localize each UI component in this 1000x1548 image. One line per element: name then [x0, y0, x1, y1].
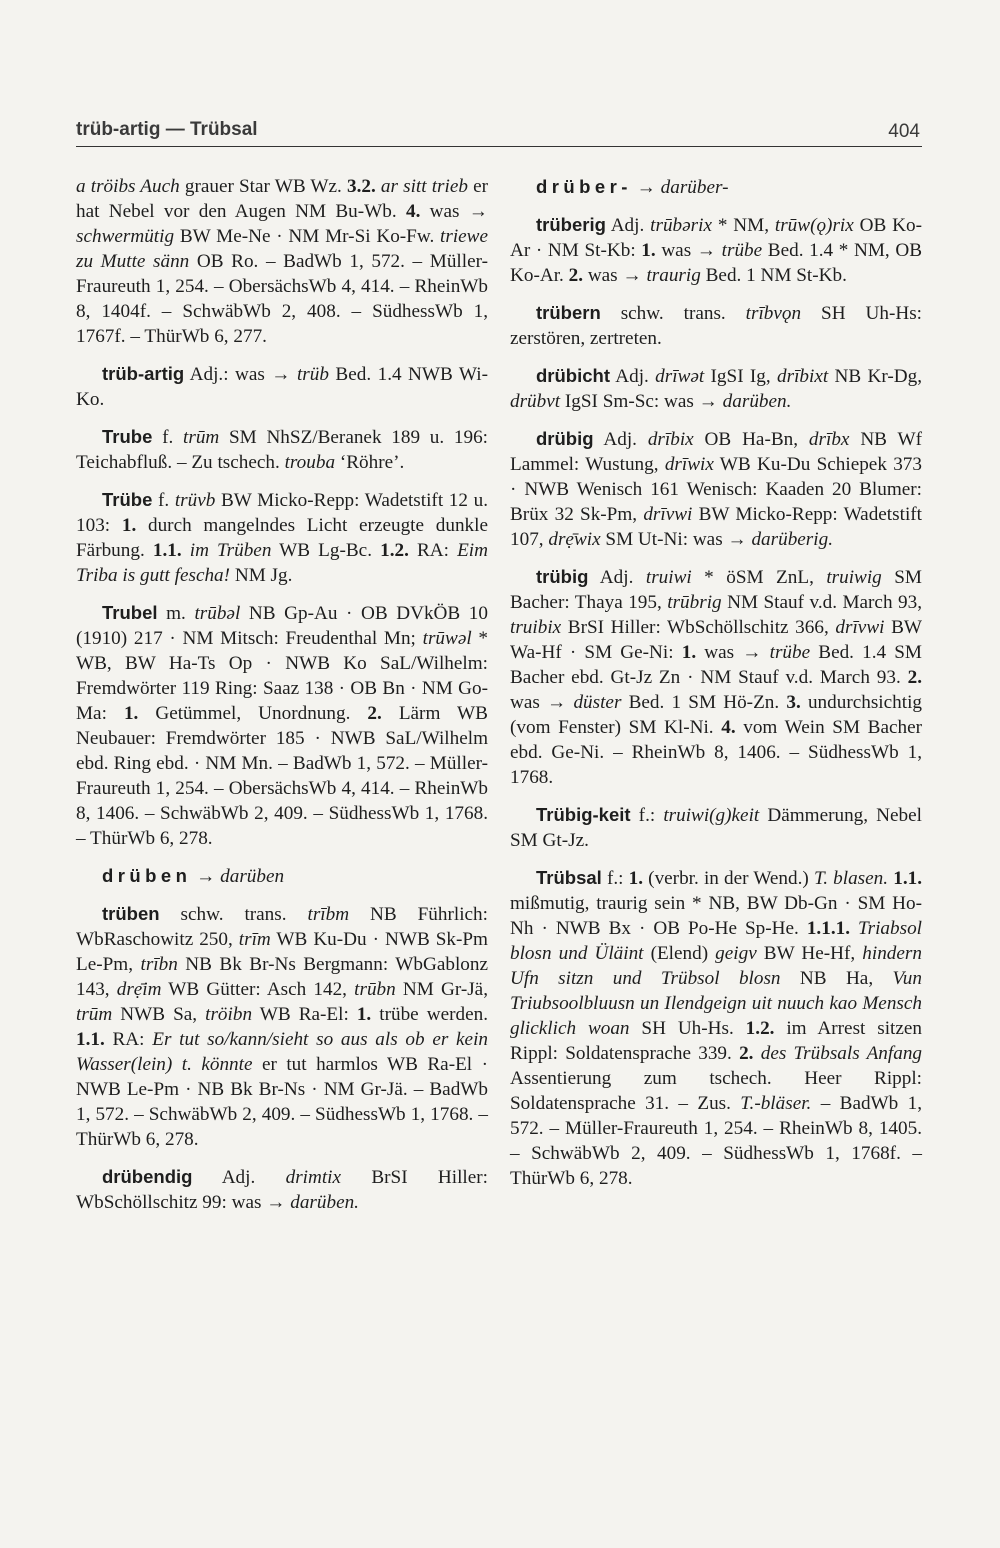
text-run	[182, 540, 190, 561]
headword: Trübsal	[536, 867, 602, 888]
italic-form: darüben	[220, 866, 285, 887]
italic-form: trūbərix	[650, 215, 712, 236]
sense-number: 1.1.	[76, 1029, 105, 1050]
text-run: BW Micko-Repp: Wadetstift 12 u. 103:	[76, 490, 488, 536]
text-run: Dämmerung, Nebel SM Gt-Jz.	[510, 805, 922, 851]
text-run: OB Ha-Bn,	[693, 429, 809, 450]
text-run: was →	[655, 240, 722, 261]
headword: drübendig	[102, 1166, 193, 1187]
italic-form: traurig	[646, 265, 701, 286]
cross-reference-word: drüber-	[536, 176, 632, 197]
text-run: IgSI Ig,	[704, 366, 778, 387]
text-run: OB Ko-Ar · NM St-Kb:	[510, 215, 922, 261]
text-run: ‘Röhre’.	[335, 452, 405, 473]
italic-form: drẹ̄im	[116, 979, 162, 1000]
text-run: f.	[152, 427, 184, 448]
italic-form: schwermütig	[76, 226, 175, 247]
italic-form: ar sitt trieb	[380, 176, 468, 197]
headword: trüben	[102, 903, 160, 924]
text-run: NB Ha,	[780, 968, 893, 989]
dictionary-entry	[76, 424, 488, 475]
italic-form: trübe	[769, 642, 811, 663]
text-run: vom Wein SM Bacher ebd. Ge-Ni. – RheinWb 8, 1406. – SüdhessWb 1, 1768.	[510, 717, 922, 788]
italic-form: drībx	[808, 429, 850, 450]
italic-form: hindern Ufn sitzn und Trübsol blosn	[510, 943, 922, 989]
italic-form: truiwig	[826, 567, 882, 588]
dictionary-entry	[76, 1164, 488, 1215]
text-run: Bed. 1 SM Hö-Zn.	[621, 692, 787, 713]
text-run: BW Wa-Hf · SM Ge-Ni:	[510, 617, 922, 663]
text-run: OB Ro. – BadWb 1, 572. – Müller-Fraureuth 1, 254. – ObersächsWb 4, 414. – RheinWb 8, 1404f. – SchwäbWb 2, 408. – SüdhessWb 1, 1767f. – ThürWb 6, 277.	[76, 251, 488, 347]
italic-form: drīvwi	[643, 504, 693, 525]
text-run: schw. trans.	[600, 303, 746, 324]
dictionary-entry	[76, 174, 488, 349]
text-run: f.	[152, 490, 175, 511]
italic-form: T.-bläser.	[740, 1093, 812, 1114]
italic-form: drībixt	[777, 366, 829, 387]
italic-form: trübe	[721, 240, 763, 261]
cross-reference-entry	[510, 174, 922, 200]
text-run: Adj.	[605, 215, 651, 236]
italic-form: a tröibs Auch	[76, 176, 180, 197]
text-run: BW He-Hf,	[756, 943, 863, 964]
text-run: – BadWb 1, 572. – Müller-Fraureuth 1, 254. – RheinWb 8, 1405. – SchwäbWb 2, 409. – SüdhessWb 1, 1768f. – ThürWb 6, 278.	[510, 1093, 922, 1189]
cross-reference-entry	[76, 863, 488, 889]
italic-form: triewe zu Mutte sänn	[76, 226, 488, 272]
italic-form: trībn	[140, 954, 178, 975]
sense-number: 1.	[628, 868, 644, 889]
text-run: f.:	[601, 868, 629, 889]
text-run: Lärm WB Neubauer: Fremdwörter 185 · NWB SaL/Wilhelm ebd. Ring ebd. · NM Mn. – BadWb 1, 572. – Müller-Fraureuth 1, 254. – ObersächsWb 4, 414. – RheinWb 8, 1406. – SchwäbWb 2, 409. – SüdhessWb 1, 1768. – ThürWb 6, 278.	[76, 703, 488, 849]
sense-number: 4.	[721, 717, 736, 738]
text-run: WB Gütter: Asch 142,	[161, 979, 355, 1000]
sense-number: 3.	[786, 692, 801, 713]
italic-form: Er tut so/kann/sieht so aus als ob er kein Wasser(lein) t. könnte	[76, 1029, 488, 1075]
italic-form: Eim Triba is gutt fescha!	[76, 540, 488, 586]
sense-number: 1.	[681, 642, 697, 663]
text-run: Bed. 1.4 SM Bacher ebd. Gt-Jz Zn · NM Stauf v.d. March 93.	[510, 642, 922, 688]
sense-number: 2.	[367, 703, 382, 724]
italic-form: trüb	[296, 364, 329, 385]
italic-form: trūbn	[354, 979, 396, 1000]
text-run: Adj.	[593, 429, 648, 450]
text-run: im Arrest sitzen Rippl: Soldatensprache 339.	[510, 1018, 922, 1064]
dictionary-entry	[510, 212, 922, 288]
sense-number: 1.	[123, 703, 139, 724]
text-run: Bed. 1.4 * NM, OB Ko-Ar.	[510, 240, 923, 286]
dictionary-entry	[76, 901, 488, 1152]
italic-form: trūbəl	[194, 603, 241, 624]
text-run: Adj.	[192, 1167, 286, 1188]
text-run: Adj.: was →	[184, 364, 297, 385]
italic-form: trībm	[307, 904, 350, 925]
italic-form: trībvǫn	[745, 303, 802, 324]
sense-number: 1.2.	[380, 540, 409, 561]
text-run: undurchsichtig (vom Fenster) SM Kl-Ni.	[510, 692, 923, 738]
text-run: (Elend)	[643, 943, 716, 964]
dictionary-entry	[510, 865, 922, 1191]
italic-form: trüvb	[174, 490, 216, 511]
dictionary-entry	[510, 363, 922, 414]
text-run: NB Gp-Au · OB DVkÖB 10 (1910) 217 · NM Mitsch: Freudenthal Mn;	[76, 603, 488, 649]
italic-form: drīwət	[655, 366, 705, 387]
dictionary-entry	[76, 361, 488, 412]
headword: drübig	[536, 428, 594, 449]
dictionary-entry	[510, 564, 922, 790]
italic-form: darüber-	[660, 177, 729, 198]
text-run: NM Stauf v.d. March 93,	[721, 592, 922, 613]
text-run: SH Uh-Hs: zerstören, zertreten.	[510, 303, 922, 349]
text-run: er hat Nebel vor den Augen NM Bu-Wb.	[76, 176, 488, 222]
italic-form: im Trüben	[189, 540, 272, 561]
text-run: BW Me-Ne · NM Mr-Si Ko-Fw.	[174, 226, 441, 247]
running-head: trüb-artig — Trübsal	[76, 119, 258, 140]
dictionary-entry	[510, 300, 922, 351]
italic-form: des Trübsals Anfang	[760, 1043, 923, 1064]
text-run: BrSI Hiller: WbSchöllschitz 366,	[561, 617, 836, 638]
text-run: SM NhSZ/Beranek 189 u. 196: Teichabfluß. – Zu tschech.	[76, 427, 488, 473]
text-run: WB Ra-El:	[252, 1004, 357, 1025]
text-run	[753, 1043, 760, 1064]
text-run: →	[631, 177, 661, 198]
text-run: NWB Sa,	[112, 1004, 206, 1025]
dictionary-entry	[510, 426, 922, 552]
text-run: Getümmel, Unordnung.	[138, 703, 368, 724]
text-run: trübe werden.	[371, 1004, 488, 1025]
text-run: BrSI Hiller: WbSchöllschitz 99: was →	[76, 1167, 488, 1213]
text-run: Bed. 1.4 NWB Wi-Ko.	[76, 364, 488, 410]
right-column	[510, 174, 922, 1203]
text-run: RA:	[104, 1029, 153, 1050]
text-run: RA:	[408, 540, 458, 561]
text-run: WB Lg-Bc.	[271, 540, 381, 561]
headword: trüberig	[536, 214, 606, 235]
text-run: was →	[510, 692, 574, 713]
text-run: * WB, BW Ha-Ts Op · NWB Ko SaL/Wilhelm: Fremdwörter 119 Ring: Saaz 138 · OB Bn · NM Go-Ma:	[76, 628, 488, 724]
headword: trüb-artig	[102, 363, 185, 384]
italic-form: drẹ̄wix	[548, 529, 601, 550]
sense-number: 1.2.	[745, 1018, 775, 1039]
sense-number: 2.	[568, 265, 584, 286]
text-run: * öSM ZnL,	[691, 567, 827, 588]
headword: trübig	[536, 566, 589, 587]
sense-number: 1.1.1.	[806, 918, 850, 939]
cross-reference-word: drüben	[102, 865, 192, 886]
text-run: was →	[583, 265, 647, 286]
sense-number: 1.	[121, 515, 137, 536]
italic-form: trūm	[183, 427, 220, 448]
italic-form: trouba	[284, 452, 336, 473]
text-run: f.:	[630, 805, 664, 826]
page-number: 404	[888, 121, 920, 142]
text-run: (verbr. in der Wend.)	[643, 868, 814, 889]
sense-number: 1.	[641, 240, 656, 261]
italic-form: trīm	[238, 929, 271, 950]
text-run: m.	[157, 603, 195, 624]
text-run	[850, 918, 858, 939]
text-run: durch mangelndes Licht erzeugte dunkle Färbung.	[76, 515, 488, 561]
text-run: SM Bacher: Thaya 195,	[510, 567, 922, 613]
sense-number: 1.1.	[893, 868, 922, 889]
dictionary-entry	[76, 487, 488, 588]
left-column	[76, 174, 488, 1227]
text-run: WB Ku-Du · NWB Sk-Pm Le-Pm,	[76, 929, 488, 975]
italic-form: trūm	[76, 1004, 113, 1025]
text-run: mißmutig, traurig sein * NB, BW Db-Gn · SM Ho-Nh · NWB Bx · OB Po-He Sp-He.	[510, 893, 922, 939]
text-run: was →	[696, 642, 770, 663]
italic-form: drübvt	[510, 391, 561, 412]
italic-form: truibix	[510, 617, 562, 638]
sense-number: 2.	[739, 1043, 754, 1064]
headword: Trubel	[102, 602, 158, 623]
italic-form: drīwix	[664, 454, 714, 475]
text-run: BW Micko-Repp: Wadetstift 107,	[510, 504, 922, 550]
italic-form: Vun Triubsoolbluusn un Ilendgeign uit nuuch kao Mensch glicklich woan	[510, 968, 922, 1039]
text-run: SH Uh-Hs.	[629, 1018, 746, 1039]
text-run: NB Bk Br-Ns Bergmann: WbGablonz 143,	[76, 954, 488, 1000]
headword: drübicht	[536, 365, 610, 386]
italic-form: truiwi	[645, 567, 692, 588]
headword: trübern	[536, 302, 601, 323]
text-run: NB Kr-Dg,	[828, 366, 922, 387]
text-run: IgSI Sm-Sc: was →	[560, 391, 723, 412]
headword: Trübig-keit	[536, 804, 631, 825]
text-run: NM Gr-Jä,	[395, 979, 488, 1000]
sense-number: 1.1.	[152, 540, 182, 561]
text-run: Assentierung zum tschech. Heer Rippl: Soldatensprache 31. – Zus.	[510, 1068, 922, 1114]
sense-number: 4.	[405, 201, 421, 222]
text-run: Adj.	[610, 366, 656, 387]
italic-form: darüberig.	[751, 529, 833, 550]
text-run: er tut harmlos WB Ra-El · NWB Le-Pm · NB Bk Br-Ns · NM Gr-Jä. – BadWb 1, 572. – SchwäbWb 2, 409. – SüdhessWb 1, 1768. – ThürWb 6, 278.	[76, 1054, 488, 1150]
sense-number: 1.	[356, 1004, 372, 1025]
italic-form: trūbrig	[667, 592, 722, 613]
text-run: WB Ku-Du Schiepek 373 · NWB Wenisch 161 Wenisch: Kaaden 20 Blumer: Brüx 32 Sk-Pm,	[510, 454, 922, 525]
italic-form: trūw(ǫ)rix	[774, 215, 854, 236]
text-run: SM Ut-Ni: was →	[600, 529, 752, 550]
text-run: schw. trans.	[159, 904, 308, 925]
italic-form: drimtix	[285, 1167, 342, 1188]
italic-form: truiwi(g)keit	[663, 805, 760, 826]
sense-number: 2.	[907, 667, 922, 688]
text-run: was →	[420, 201, 488, 222]
headword: Trübe	[102, 489, 153, 510]
text-run: * NM,	[711, 215, 775, 236]
italic-form: darüben.	[290, 1192, 359, 1213]
text-run: NB Wf Lammel: Wustung,	[510, 429, 922, 475]
text-run: grauer Star WB Wz.	[179, 176, 347, 197]
sense-number: 3.2.	[346, 176, 376, 197]
text-run: NM Jg.	[230, 565, 293, 586]
italic-form: darüben.	[722, 391, 792, 412]
italic-form: düster	[573, 692, 622, 713]
dictionary-entry	[76, 600, 488, 851]
italic-form: trūwəl	[422, 628, 472, 649]
italic-form: Triabsol blosn und Üläint	[510, 918, 922, 964]
text-run: →	[191, 866, 221, 887]
text-run: Bed. 1 NM St-Kb.	[700, 265, 847, 286]
italic-form: T. blasen.	[813, 868, 889, 889]
text-run: Adj.	[588, 567, 646, 588]
italic-form: geigv	[715, 943, 757, 964]
dictionary-entry	[510, 802, 922, 853]
italic-form: drīvwi	[835, 617, 885, 638]
italic-form: tröibn	[205, 1004, 253, 1025]
running-header	[76, 116, 922, 147]
italic-form: drībix	[647, 429, 694, 450]
headword: Trube	[102, 426, 153, 447]
text-run: NB Führlich: WbRaschowitz 250,	[76, 904, 488, 950]
